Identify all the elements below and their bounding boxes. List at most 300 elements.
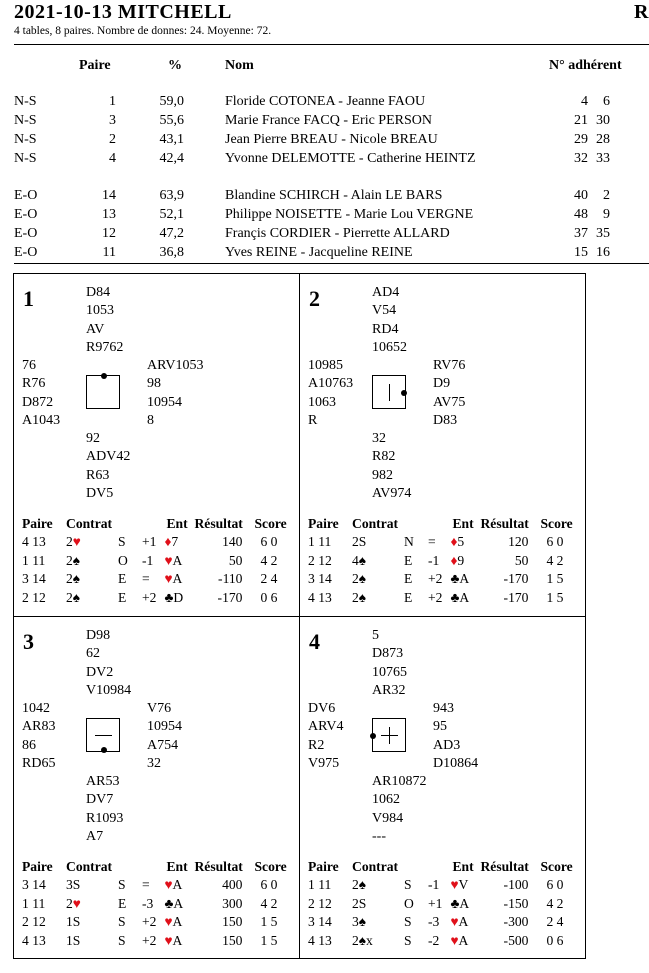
lead-suit: ♣: [450, 589, 460, 605]
result-matchpoints: 2 4: [546, 914, 564, 930]
hand-suit-holding: V984: [372, 810, 404, 826]
tricks: -1: [142, 552, 154, 568]
row-member-2: 6: [603, 94, 610, 109]
col-header-member: N° adhérent: [549, 58, 622, 73]
tricks: -3: [142, 895, 154, 911]
row-direction: N-S: [14, 113, 37, 128]
board-number: 2: [309, 286, 320, 311]
header-score: Score: [254, 858, 287, 874]
result-row: [22, 570, 294, 589]
north-hand: [372, 627, 407, 700]
lead-card: A: [172, 552, 183, 568]
lead-suit: ♥: [164, 932, 173, 948]
result-lead: [442, 533, 480, 552]
lead-card: 5: [457, 534, 465, 550]
result-matchpoints: 1 5: [546, 589, 564, 605]
results-table: [22, 857, 294, 950]
hand-suit-holding: 943: [433, 701, 454, 716]
hand-suit-holding: AV75: [433, 394, 466, 410]
header-lead: Ent: [166, 858, 188, 874]
lead-card: A: [458, 914, 469, 930]
contract-level: 2: [352, 877, 359, 893]
result-score-points: -300: [503, 914, 529, 930]
result-pairs: 3 14: [308, 914, 332, 930]
row-member-1: 15: [574, 245, 588, 260]
row-member-2: 16: [596, 245, 610, 260]
vulnerable-eo-bar: [381, 735, 398, 736]
row-direction: N-S: [14, 132, 37, 147]
result-pairs: 4 13: [22, 932, 46, 948]
north-hand: [86, 627, 131, 700]
row-member-1: 21: [574, 113, 588, 128]
hand-suit-holding: 10954: [147, 394, 182, 410]
declarer: S: [118, 534, 126, 550]
hand-suit-holding: V54: [372, 303, 397, 319]
lead-card: V: [458, 877, 469, 893]
contract-suit: ♥: [72, 895, 81, 911]
contract-suit: ♠: [72, 571, 81, 587]
result-row: [308, 570, 580, 589]
hand-suit-holding: AR53: [86, 774, 120, 789]
row-direction: E-O: [14, 245, 38, 260]
result-row: [22, 589, 294, 608]
result-contract: [66, 552, 118, 571]
hand-suit-holding: R: [308, 412, 318, 428]
lead-suit: ♦: [450, 534, 458, 550]
hand-suit-holding: 76: [22, 358, 36, 373]
south-hand: [372, 430, 411, 503]
hand-suit-holding: 98: [147, 376, 161, 392]
hand-suit-holding: 10985: [308, 358, 343, 373]
hand-suit-holding: DV5: [86, 485, 114, 501]
result-score-points: 300: [222, 895, 243, 911]
declarer: E: [118, 589, 127, 605]
lead-suit: ♥: [450, 932, 459, 948]
hand-suit-holding: 10652: [372, 339, 407, 355]
hand-suit-holding: DV2: [86, 664, 114, 680]
row-pair-names: Marie France FACQ - Eric PERSON: [225, 113, 432, 128]
hand-suit-holding: 92: [86, 431, 100, 446]
result-contract: [352, 570, 404, 589]
hand-suit-holding: AR32: [372, 682, 406, 698]
hand-suit-holding: AR10872: [372, 774, 427, 789]
header-rule: [14, 44, 649, 45]
lead-suit: ♣: [450, 895, 460, 911]
result-row: [22, 533, 294, 552]
contract-suit: ♠: [72, 589, 81, 605]
board-diagram: [13, 273, 300, 617]
result-contract: [352, 895, 404, 914]
result-pairs: 2 12: [22, 914, 46, 930]
result-score-points: 120: [508, 534, 529, 550]
result-row: [308, 895, 580, 914]
result-declarer: [118, 913, 156, 932]
declarer: E: [118, 895, 127, 911]
result-pairs: 2 12: [22, 589, 46, 605]
result-lead: [442, 570, 480, 589]
result-declarer: [404, 932, 442, 951]
hand-suit-holding: ---: [372, 828, 386, 844]
contract-level: 3S: [66, 877, 81, 893]
tricks: -3: [428, 914, 440, 930]
contract-suit: ♠: [358, 552, 367, 568]
result-matchpoints: 4 2: [546, 895, 564, 911]
west-hand: [308, 357, 353, 430]
result-lead: [442, 876, 480, 895]
lead-card: A: [172, 571, 183, 587]
hand-suit-holding: 10765: [372, 664, 407, 680]
tricks: +1: [428, 895, 443, 911]
west-hand: [22, 700, 55, 773]
result-row: [308, 533, 580, 552]
contract-level: 1S: [66, 914, 81, 930]
header-contract: Contrat: [352, 515, 399, 531]
declarer: S: [118, 877, 126, 893]
result-matchpoints: 0 6: [260, 589, 278, 605]
hand-suit-holding: A10763: [308, 376, 354, 392]
results-table: [308, 514, 580, 607]
row-pair-names: Blandine SCHIRCH - Alain LE BARS: [225, 188, 443, 203]
row-pair-number: 3: [109, 113, 116, 128]
result-pairs: 1 11: [22, 552, 46, 568]
result-matchpoints: 2 4: [260, 571, 278, 587]
hand-suit-holding: AV: [86, 321, 105, 337]
contract-level: 1S: [66, 932, 81, 948]
hand-suit-holding: D10864: [433, 755, 479, 771]
row-member-1: 32: [574, 151, 588, 166]
result-score-points: -170: [503, 571, 529, 587]
hand-suit-holding: ARV4: [308, 719, 344, 735]
hand-suit-holding: 10954: [147, 719, 182, 735]
contract-suit: ♠: [358, 914, 367, 930]
lead-suit: ♥: [164, 914, 173, 930]
row-pair-number: 13: [102, 207, 116, 222]
result-contract: [66, 533, 118, 552]
hand-suit-holding: AD4: [372, 285, 400, 300]
hand-suit-holding: R76: [22, 376, 46, 392]
hand-suit-holding: 1042: [22, 701, 50, 716]
row-direction: E-O: [14, 188, 38, 203]
result-matchpoints: 4 2: [260, 552, 278, 568]
row-percentage: 36,8: [159, 245, 184, 260]
lead-card: A: [458, 932, 469, 948]
row-member-2: 35: [596, 226, 610, 241]
header-result: Résultat: [480, 515, 529, 531]
result-score-points: 50: [514, 552, 529, 568]
row-pair-number: 11: [102, 245, 116, 260]
lead-card: A: [172, 932, 183, 948]
tricks: +2: [142, 589, 157, 605]
hand-suit-holding: 5: [372, 628, 379, 643]
result-pairs: 4 13: [22, 534, 46, 550]
hand-suit-holding: R1093: [86, 810, 124, 826]
row-pair-number: 2: [109, 132, 116, 147]
result-score-points: -150: [503, 895, 529, 911]
result-score-points: -170: [217, 589, 243, 605]
row-pair-names: Jean Pierre BREAU - Nicole BREAU: [225, 132, 438, 147]
tricks: +2: [142, 932, 157, 948]
result-matchpoints: 1 5: [260, 914, 278, 930]
header-pair: Paire: [22, 858, 53, 874]
result-pairs: 2 12: [308, 895, 332, 911]
result-declarer: [404, 552, 442, 571]
board-diagram: [13, 616, 300, 959]
contract-level: 2: [66, 552, 73, 568]
row-member-2: 2: [603, 188, 610, 203]
hand-suit-holding: V10984: [86, 682, 132, 698]
result-lead: [442, 932, 480, 951]
contract-level: 2: [66, 571, 73, 587]
declarer: S: [118, 914, 126, 930]
dealer-dot: [401, 390, 407, 396]
lead-suit: ♥: [164, 552, 173, 568]
header-result: Résultat: [480, 858, 529, 874]
vulnerability-compass: [372, 375, 406, 409]
lead-suit: ♦: [450, 552, 458, 568]
result-score-points: 150: [222, 914, 243, 930]
south-hand: [372, 773, 426, 846]
result-score-points: -170: [503, 589, 529, 605]
east-hand: [147, 700, 182, 773]
dealer-dot: [101, 373, 107, 379]
contract-suit: ♠: [358, 589, 367, 605]
result-matchpoints: 4 2: [546, 552, 564, 568]
hand-suit-holding: 1062: [372, 792, 400, 808]
results-header-row: [22, 857, 294, 876]
result-row: [22, 913, 294, 932]
result-declarer: [404, 589, 442, 608]
lead-card: A: [172, 877, 183, 893]
tricks: =: [142, 571, 150, 587]
event-summary: 4 tables, 8 paires. Nombre de donnes: 24. Moyenne: 72.: [14, 25, 272, 37]
result-lead: [442, 589, 480, 608]
lead-card: 7: [171, 534, 179, 550]
result-pairs: 4 13: [308, 932, 332, 948]
result-row: [22, 895, 294, 914]
row-member-1: 37: [574, 226, 588, 241]
result-score-points: -110: [218, 571, 243, 587]
declarer: E: [404, 571, 413, 587]
result-matchpoints: 0 6: [546, 932, 564, 948]
result-score-points: 150: [222, 932, 243, 948]
hand-suit-holding: 62: [86, 646, 100, 662]
row-percentage: 55,6: [159, 113, 184, 128]
hand-suit-holding: R2: [308, 737, 325, 753]
result-score-points: 140: [222, 534, 243, 550]
dealer-dot: [370, 733, 376, 739]
result-contract: [66, 932, 118, 951]
results-table: [308, 857, 580, 950]
lead-card: A: [173, 895, 184, 911]
result-pairs: 3 14: [22, 571, 46, 587]
tricks: -1: [428, 552, 440, 568]
row-member-1: 48: [574, 207, 588, 222]
hand-suit-holding: AV974: [372, 485, 412, 501]
header-right-mark: R: [634, 1, 649, 23]
hand-suit-holding: 86: [22, 737, 36, 753]
declarer: S: [404, 914, 412, 930]
declarer: O: [118, 552, 128, 568]
board-diagram: [299, 273, 586, 617]
col-header-pct: %: [168, 58, 182, 73]
hand-suit-holding: 1063: [308, 394, 336, 410]
result-row: [308, 932, 580, 951]
result-row: [308, 876, 580, 895]
result-contract: [352, 552, 404, 571]
result-score-points: 400: [222, 877, 243, 893]
east-hand: [433, 357, 465, 430]
header-result: Résultat: [194, 858, 243, 874]
result-pairs: 1 11: [308, 534, 332, 550]
hand-suit-holding: D9: [433, 376, 451, 392]
result-declarer: [118, 895, 156, 914]
result-declarer: [118, 876, 156, 895]
contract-level: 2S: [352, 534, 367, 550]
hand-suit-holding: DV6: [308, 701, 336, 716]
east-hand: [147, 357, 203, 430]
row-pair-number: 1: [109, 94, 116, 109]
result-pairs: 1 11: [22, 895, 46, 911]
south-hand: [86, 773, 123, 846]
results-header-row: [22, 514, 294, 533]
dealer-dot: [101, 747, 107, 753]
hand-suit-holding: R82: [372, 449, 396, 465]
hand-suit-holding: RD65: [22, 755, 56, 771]
hand-suit-holding: ADV42: [86, 449, 131, 465]
declarer: E: [118, 571, 127, 587]
lead-suit: ♣: [164, 589, 174, 605]
row-pair-number: 14: [102, 188, 116, 203]
contract-level: 2: [352, 571, 359, 587]
tricks: -1: [428, 877, 440, 893]
row-pair-names: Yvonne DELEMOTTE - Catherine HEINTZ: [225, 151, 476, 166]
result-declarer: [404, 895, 442, 914]
row-percentage: 59,0: [159, 94, 184, 109]
row-member-1: 40: [574, 188, 588, 203]
result-contract: [352, 876, 404, 895]
lead-suit: ♥: [164, 571, 173, 587]
result-pairs: 1 11: [308, 877, 332, 893]
header-lead: Ent: [452, 858, 474, 874]
row-percentage: 42,4: [159, 151, 184, 166]
result-pairs: 4 13: [308, 589, 332, 605]
result-declarer: [404, 533, 442, 552]
row-pair-names: Françis CORDIER - Pierrette ALLARD: [225, 226, 450, 241]
header-contract: Contrat: [66, 858, 113, 874]
hand-suit-holding: D84: [86, 285, 111, 300]
result-declarer: [404, 876, 442, 895]
row-percentage: 47,2: [159, 226, 184, 241]
header-score: Score: [540, 515, 573, 531]
results-header-row: [308, 514, 580, 533]
lead-suit: ♣: [450, 571, 460, 587]
col-header-pair: Paire: [79, 58, 111, 73]
result-matchpoints: 1 5: [260, 932, 278, 948]
contract-level: 2: [352, 589, 359, 605]
header-pair: Paire: [308, 515, 339, 531]
header-lead: Ent: [452, 515, 474, 531]
result-matchpoints: 6 0: [260, 534, 278, 550]
hand-suit-holding: 982: [372, 467, 393, 483]
hand-suit-holding: R63: [86, 467, 110, 483]
lead-suit: ♥: [164, 877, 173, 893]
result-lead: [442, 913, 480, 932]
contract-suit: ♠: [358, 877, 367, 893]
north-hand: [372, 284, 407, 357]
result-declarer: [404, 913, 442, 932]
row-pair-number: 12: [102, 226, 116, 241]
row-direction: N-S: [14, 151, 37, 166]
hand-suit-holding: DV7: [86, 792, 114, 808]
header-lead: Ent: [166, 515, 188, 531]
hand-suit-holding: 8: [147, 412, 154, 428]
results-header-row: [308, 857, 580, 876]
hand-suit-holding: D872: [22, 394, 54, 410]
result-declarer: [118, 589, 156, 608]
result-matchpoints: 6 0: [546, 534, 564, 550]
declarer: S: [404, 932, 412, 948]
result-lead: [156, 913, 194, 932]
hand-suit-holding: V76: [147, 701, 172, 716]
contract-level: 2: [352, 932, 359, 948]
hand-suit-holding: 32: [147, 755, 161, 771]
hand-suit-holding: A754: [147, 737, 179, 753]
row-member-2: 33: [596, 151, 610, 166]
declarer: N: [404, 534, 414, 550]
result-pairs: 3 14: [308, 571, 332, 587]
west-hand: [308, 700, 343, 773]
hand-suit-holding: 1053: [86, 303, 114, 319]
header-score: Score: [540, 858, 573, 874]
result-score-points: -500: [503, 932, 529, 948]
board-number: 3: [23, 629, 34, 654]
contract-level: 2: [66, 589, 73, 605]
row-percentage: 63,9: [159, 188, 184, 203]
tricks: +1: [142, 534, 157, 550]
result-row: [308, 589, 580, 608]
declarer: E: [404, 589, 413, 605]
result-contract: [66, 895, 118, 914]
tricks: =: [428, 534, 436, 550]
row-direction: N-S: [14, 94, 37, 109]
row-pair-names: Yves REINE - Jacqueline REINE: [225, 245, 413, 260]
vulnerability-compass: [86, 375, 120, 409]
lead-card: A: [459, 571, 470, 587]
result-declarer: [118, 533, 156, 552]
declarer: S: [404, 877, 412, 893]
row-pair-number: 4: [109, 151, 116, 166]
result-lead: [156, 876, 194, 895]
result-pairs: 3 14: [22, 877, 46, 893]
row-member-2: 30: [596, 113, 610, 128]
result-lead: [156, 589, 194, 608]
header-contract: Contrat: [352, 858, 399, 874]
result-declarer: [118, 932, 156, 951]
result-contract: [66, 589, 118, 608]
hand-suit-holding: ARV1053: [147, 358, 204, 373]
row-member-1: 29: [574, 132, 588, 147]
vulnerability-compass: [86, 718, 120, 752]
result-contract: [352, 533, 404, 552]
col-header-name: Nom: [225, 58, 254, 73]
result-declarer: [404, 570, 442, 589]
lead-card: A: [172, 914, 183, 930]
hand-suit-holding: 95: [433, 719, 447, 735]
result-row: [22, 552, 294, 571]
hand-suit-holding: V975: [308, 755, 340, 771]
row-member-1: 4: [581, 94, 588, 109]
lead-card: 9: [457, 552, 465, 568]
